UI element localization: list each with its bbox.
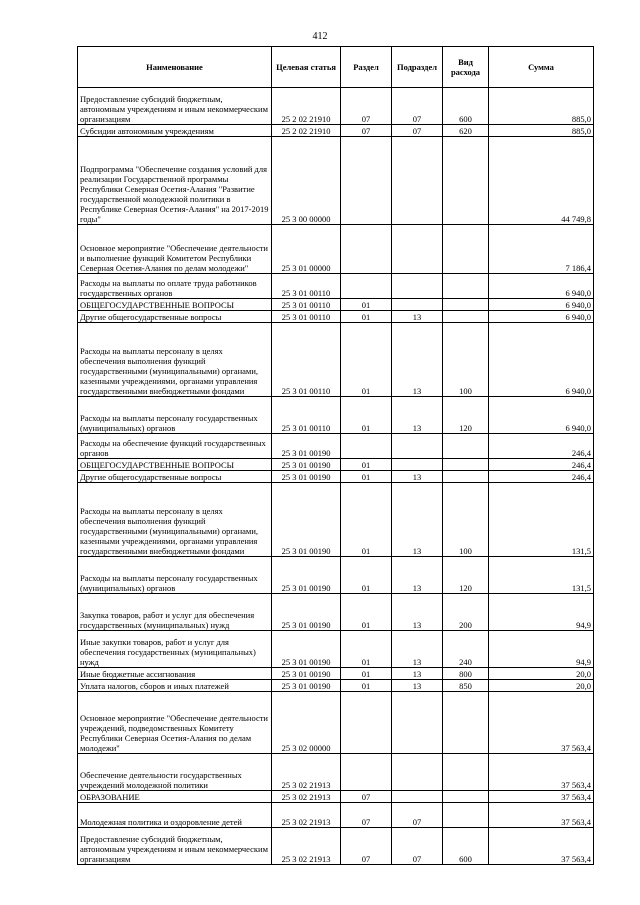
page-number: 412: [312, 31, 328, 42]
cell-amount: 6 940,0: [489, 311, 594, 323]
cell-expense-type: 600: [443, 828, 489, 865]
cell-subsection: 13: [392, 483, 443, 557]
cell-expense-type: [443, 274, 489, 299]
table-row: [78, 225, 594, 274]
cell-expense-type: 120: [443, 557, 489, 594]
cell-section: [341, 225, 392, 274]
cell-amount: 6 940,0: [489, 397, 594, 434]
cell-amount: 94,9: [489, 631, 594, 668]
table-row: [78, 791, 594, 803]
cell-section: 07: [341, 828, 392, 865]
cell-section: 07: [341, 803, 392, 828]
header-row: [78, 47, 594, 88]
cell-subsection: [392, 434, 443, 459]
cell-amount: 37 563,4: [489, 803, 594, 828]
cell-section: 01: [341, 631, 392, 668]
cell-section: 01: [341, 397, 392, 434]
cell-subsection: [392, 299, 443, 311]
table-row: [78, 274, 594, 299]
cell-name: Подпрограмма "Обеспечение создания условий для реализации Государственной программы Республики Северная Осетия-Алания "Развитие государственной молодежной политики в Республике Северная Осетия-Алания" на 2017-2019 годы": [78, 137, 272, 225]
cell-amount: 94,9: [489, 594, 594, 631]
cell-section: 01: [341, 459, 392, 471]
cell-amount: 44 749,8: [489, 137, 594, 225]
cell-name: Иные закупки товаров, работ и услуг для обеспечения государственных (муниципальных) нужд: [78, 631, 272, 668]
cell-section: 01: [341, 483, 392, 557]
cell-section: 01: [341, 680, 392, 692]
cell-name: Расходы на выплаты персоналу государственных (муниципальных) органов: [78, 557, 272, 594]
cell-expense-type: 100: [443, 323, 489, 397]
cell-expense-type: [443, 225, 489, 274]
cell-section: 07: [341, 125, 392, 137]
cell-amount: 246,4: [489, 459, 594, 471]
cell-expense-type: 600: [443, 88, 489, 125]
cell-name: ОБЩЕГОСУДАРСТВЕННЫЕ ВОПРОСЫ: [78, 299, 272, 311]
cell-expense-type: [443, 311, 489, 323]
cell-name: Другие общегосударственные вопросы: [78, 311, 272, 323]
table-row: [78, 828, 594, 865]
cell-amount: 20,0: [489, 668, 594, 680]
cell-target: 25 3 01 00190: [272, 668, 341, 680]
cell-section: 01: [341, 594, 392, 631]
table-row: [78, 557, 594, 594]
cell-target: 25 3 01 00110: [272, 311, 341, 323]
cell-target: 25 3 02 21913: [272, 791, 341, 803]
cell-subsection: 13: [392, 668, 443, 680]
table-row: [78, 459, 594, 471]
cell-name: Основное мероприятие "Обеспечение деятельности и выполнение функций Комитетом Республики Северная Осетия-Алания по делам молодежи": [78, 225, 272, 274]
cell-subsection: [392, 791, 443, 803]
cell-subsection: 13: [392, 471, 443, 483]
cell-section: 01: [341, 668, 392, 680]
header-name: Наименование: [78, 47, 272, 88]
cell-section: [341, 137, 392, 225]
cell-amount: 6 940,0: [489, 274, 594, 299]
cell-section: [341, 754, 392, 791]
cell-target: 25 3 02 21913: [272, 828, 341, 865]
cell-name: ОБРАЗОВАНИЕ: [78, 791, 272, 803]
cell-subsection: 13: [392, 631, 443, 668]
cell-amount: 6 940,0: [489, 299, 594, 311]
cell-target: 25 3 01 00190: [272, 557, 341, 594]
cell-subsection: 13: [392, 397, 443, 434]
cell-name: Обеспечение деятельности государственных учреждений молодежной политики: [78, 754, 272, 791]
cell-subsection: 13: [392, 323, 443, 397]
cell-name: ОБЩЕГОСУДАРСТВЕННЫЕ ВОПРОСЫ: [78, 459, 272, 471]
cell-expense-type: [443, 137, 489, 225]
cell-target: 25 3 01 00190: [272, 471, 341, 483]
cell-name: Уплата налогов, сборов и иных платежей: [78, 680, 272, 692]
header-subsection: Подраздел: [392, 47, 443, 88]
cell-expense-type: 100: [443, 483, 489, 557]
cell-name: Основное мероприятие "Обеспечение деятельности учреждений, подведомственных Комитету Республики Северная Осетия-Алания по делам молодежи": [78, 692, 272, 754]
cell-name: Субсидии автономным учреждениям: [78, 125, 272, 137]
cell-amount: 131,5: [489, 557, 594, 594]
header-expense-type: Вид расхода: [443, 47, 489, 88]
table-body: [78, 88, 594, 865]
cell-subsection: [392, 754, 443, 791]
cell-subsection: 07: [392, 88, 443, 125]
cell-expense-type: 800: [443, 668, 489, 680]
cell-expense-type: [443, 692, 489, 754]
cell-name: Предоставление субсидий бюджетным, автономным учреждениям и иным некоммерческим организациям: [78, 828, 272, 865]
table-row: [78, 471, 594, 483]
table-row: [78, 137, 594, 225]
cell-name: Предоставление субсидий бюджетным, автономным учреждениям и иным некоммерческим организациям: [78, 88, 272, 125]
table-row: [78, 88, 594, 125]
table-row: [78, 668, 594, 680]
cell-expense-type: 240: [443, 631, 489, 668]
cell-amount: 7 186,4: [489, 225, 594, 274]
cell-name: Расходы на выплаты персоналу государственных (муниципальных) органов: [78, 397, 272, 434]
table-row: [78, 680, 594, 692]
cell-target: 25 3 01 00190: [272, 483, 341, 557]
table-row: [78, 692, 594, 754]
cell-target: 25 3 01 00000: [272, 225, 341, 274]
cell-expense-type: [443, 459, 489, 471]
cell-subsection: 13: [392, 680, 443, 692]
cell-name: Расходы на обеспечение функций государственных органов: [78, 434, 272, 459]
table-row: [78, 434, 594, 459]
table-row: [78, 803, 594, 828]
cell-name: Расходы на выплаты персоналу в целях обеспечения выполнения функций государственными (муниципальными) органами, казенными учреждениями, органами управления государственными внебюджетными фондами: [78, 323, 272, 397]
cell-target: 25 3 02 21913: [272, 754, 341, 791]
table-row: [78, 299, 594, 311]
table-row: [78, 323, 594, 397]
cell-target: 25 2 02 21910: [272, 125, 341, 137]
table-row: [78, 483, 594, 557]
cell-amount: 885,0: [489, 88, 594, 125]
cell-target: 25 3 01 00110: [272, 274, 341, 299]
cell-section: 01: [341, 299, 392, 311]
cell-target: 25 3 01 00190: [272, 594, 341, 631]
cell-subsection: [392, 692, 443, 754]
cell-target: 25 3 01 00110: [272, 323, 341, 397]
cell-target: 25 3 01 00110: [272, 397, 341, 434]
cell-expense-type: [443, 803, 489, 828]
cell-target: 25 2 02 21910: [272, 88, 341, 125]
cell-section: 07: [341, 791, 392, 803]
cell-section: 07: [341, 88, 392, 125]
cell-amount: 37 563,4: [489, 692, 594, 754]
cell-amount: 20,0: [489, 680, 594, 692]
cell-subsection: 13: [392, 594, 443, 631]
cell-amount: 885,0: [489, 125, 594, 137]
cell-section: 01: [341, 311, 392, 323]
cell-name: Расходы на выплаты персоналу в целях обеспечения выполнения функций государственными (муниципальными) органами, казенными учреждениями, органами управления государственными внебюджетными фондами: [78, 483, 272, 557]
cell-expense-type: [443, 299, 489, 311]
cell-expense-type: 620: [443, 125, 489, 137]
table-row: [78, 311, 594, 323]
cell-subsection: [392, 274, 443, 299]
cell-subsection: 13: [392, 557, 443, 594]
cell-amount: 246,4: [489, 471, 594, 483]
cell-section: 01: [341, 323, 392, 397]
table-row: [78, 754, 594, 791]
cell-target: 25 3 01 00110: [272, 299, 341, 311]
cell-section: 01: [341, 557, 392, 594]
cell-name: Другие общегосударственные вопросы: [78, 471, 272, 483]
cell-amount: 246,4: [489, 434, 594, 459]
cell-target: 25 3 02 00000: [272, 692, 341, 754]
cell-name: Расходы на выплаты по оплате труда работников государственных органов: [78, 274, 272, 299]
cell-target: 25 3 01 00190: [272, 459, 341, 471]
cell-target: 25 3 00 00000: [272, 137, 341, 225]
cell-subsection: [392, 137, 443, 225]
cell-expense-type: 120: [443, 397, 489, 434]
cell-expense-type: 850: [443, 680, 489, 692]
table-row: [78, 397, 594, 434]
table-row: [78, 631, 594, 668]
cell-section: [341, 692, 392, 754]
cell-subsection: [392, 225, 443, 274]
cell-target: 25 3 01 00190: [272, 434, 341, 459]
cell-amount: 131,5: [489, 483, 594, 557]
cell-name: Молодежная политика и оздоровление детей: [78, 803, 272, 828]
cell-amount: 37 563,4: [489, 791, 594, 803]
cell-expense-type: [443, 434, 489, 459]
cell-target: 25 3 01 00190: [272, 680, 341, 692]
cell-subsection: 07: [392, 828, 443, 865]
cell-expense-type: 200: [443, 594, 489, 631]
cell-section: [341, 274, 392, 299]
table-row: [78, 594, 594, 631]
cell-expense-type: [443, 471, 489, 483]
cell-section: 01: [341, 471, 392, 483]
cell-target: 25 3 01 00190: [272, 631, 341, 668]
cell-subsection: 07: [392, 803, 443, 828]
header-target: Целевая статья: [272, 47, 341, 88]
cell-section: [341, 434, 392, 459]
cell-amount: 6 940,0: [489, 323, 594, 397]
budget-table: [77, 46, 594, 865]
header-section: Раздел: [341, 47, 392, 88]
cell-subsection: 07: [392, 125, 443, 137]
cell-expense-type: [443, 754, 489, 791]
table-header: [78, 47, 594, 88]
cell-name: Закупка товаров, работ и услуг для обеспечения государственных (муниципальных) нужд: [78, 594, 272, 631]
cell-target: 25 3 02 21913: [272, 803, 341, 828]
cell-subsection: [392, 459, 443, 471]
table-row: [78, 125, 594, 137]
cell-expense-type: [443, 791, 489, 803]
cell-subsection: 13: [392, 311, 443, 323]
header-amount: Сумма: [489, 47, 594, 88]
cell-amount: 37 563,4: [489, 754, 594, 791]
cell-name: Иные бюджетные ассигнования: [78, 668, 272, 680]
cell-amount: 37 563,4: [489, 828, 594, 865]
